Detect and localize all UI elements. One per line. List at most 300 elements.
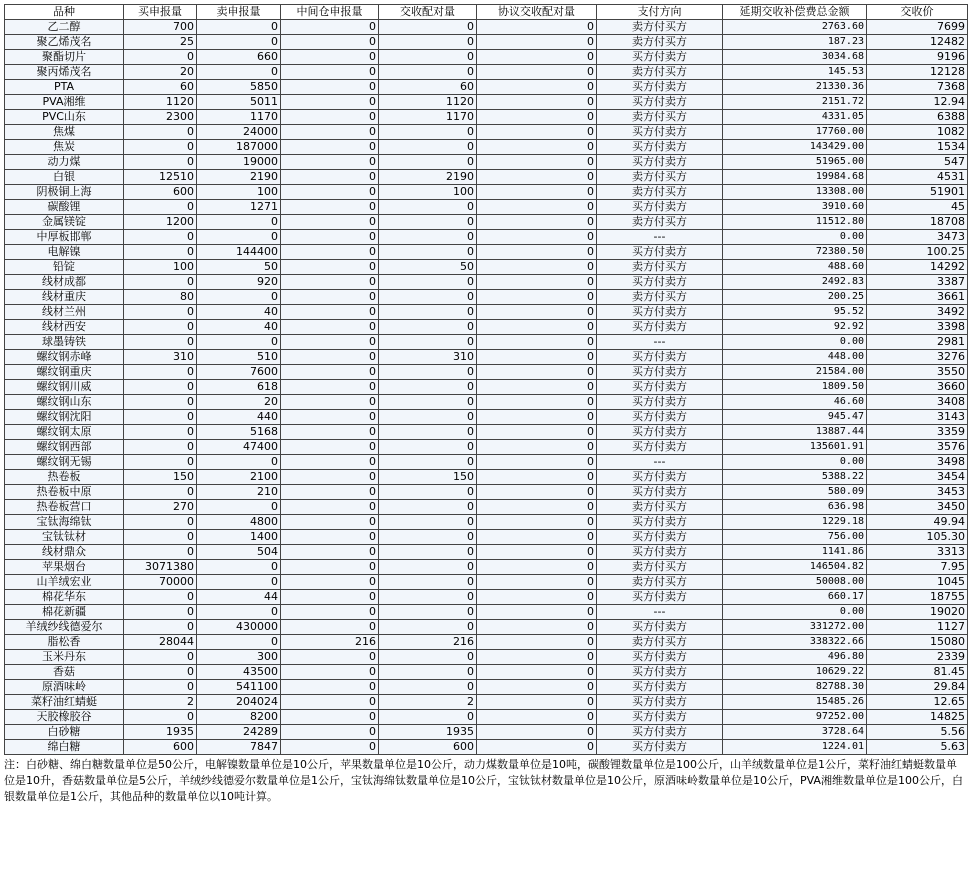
cell-matched-quantity: 50 xyxy=(379,260,477,275)
cell-delivery-price: 14292 xyxy=(867,260,968,275)
cell-delivery-price: 3387 xyxy=(867,275,968,290)
table-row xyxy=(5,500,968,515)
cell-agreement-matched-quantity: 0 xyxy=(477,695,597,710)
cell-variety: 电解镍 xyxy=(5,245,124,260)
cell-sell-quantity: 1400 xyxy=(197,530,281,545)
cell-payment-direction: 买方付卖方 xyxy=(597,275,723,290)
table-row xyxy=(5,275,968,290)
cell-delivery-price: 7368 xyxy=(867,80,968,95)
cell-sell-quantity: 44 xyxy=(197,590,281,605)
cell-compensation-amount: 92.92 xyxy=(723,320,867,335)
cell-payment-direction: 买方付卖方 xyxy=(597,305,723,320)
cell-compensation-amount: 82788.30 xyxy=(723,680,867,695)
cell-payment-direction: 买方付卖方 xyxy=(597,155,723,170)
cell-variety: 螺纹钢沈阳 xyxy=(5,410,124,425)
cell-variety: 山羊绒宏业 xyxy=(5,575,124,590)
cell-variety: 金属镁锭 xyxy=(5,215,124,230)
cell-middle-warehouse-quantity: 0 xyxy=(281,620,379,635)
cell-variety: 阴极铜上海 xyxy=(5,185,124,200)
cell-delivery-price: 18708 xyxy=(867,215,968,230)
table-row xyxy=(5,710,968,725)
cell-middle-warehouse-quantity: 0 xyxy=(281,200,379,215)
cell-delivery-price: 19020 xyxy=(867,605,968,620)
cell-variety: 绵白糖 xyxy=(5,740,124,755)
table-row xyxy=(5,80,968,95)
cell-compensation-amount: 660.17 xyxy=(723,590,867,605)
cell-buy-quantity: 700 xyxy=(124,20,197,35)
cell-compensation-amount: 0.00 xyxy=(723,455,867,470)
cell-buy-quantity: 0 xyxy=(124,620,197,635)
cell-agreement-matched-quantity: 0 xyxy=(477,470,597,485)
cell-delivery-price: 2981 xyxy=(867,335,968,350)
cell-compensation-amount: 143429.00 xyxy=(723,140,867,155)
table-row xyxy=(5,365,968,380)
cell-variety: 中厚板邯郸 xyxy=(5,230,124,245)
cell-buy-quantity: 3071380 xyxy=(124,560,197,575)
cell-variety: 聚乙烯茂名 xyxy=(5,35,124,50)
cell-sell-quantity: 204024 xyxy=(197,695,281,710)
cell-delivery-price: 45 xyxy=(867,200,968,215)
cell-sell-quantity: 100 xyxy=(197,185,281,200)
cell-buy-quantity: 1935 xyxy=(124,725,197,740)
cell-variety: 棉花华东 xyxy=(5,590,124,605)
cell-buy-quantity: 2 xyxy=(124,695,197,710)
cell-compensation-amount: 580.09 xyxy=(723,485,867,500)
cell-variety: 螺纹钢西部 xyxy=(5,440,124,455)
cell-agreement-matched-quantity: 0 xyxy=(477,170,597,185)
cell-buy-quantity: 600 xyxy=(124,740,197,755)
table-row xyxy=(5,35,968,50)
cell-sell-quantity: 43500 xyxy=(197,665,281,680)
cell-compensation-amount: 200.25 xyxy=(723,290,867,305)
cell-payment-direction: --- xyxy=(597,605,723,620)
cell-matched-quantity: 0 xyxy=(379,125,477,140)
cell-sell-quantity: 7847 xyxy=(197,740,281,755)
cell-variety: 天胶橡胶谷 xyxy=(5,710,124,725)
cell-agreement-matched-quantity: 0 xyxy=(477,515,597,530)
cell-agreement-matched-quantity: 0 xyxy=(477,455,597,470)
cell-delivery-price: 4531 xyxy=(867,170,968,185)
cell-matched-quantity: 0 xyxy=(379,455,477,470)
cell-buy-quantity: 0 xyxy=(124,665,197,680)
cell-middle-warehouse-quantity: 0 xyxy=(281,395,379,410)
table-row xyxy=(5,530,968,545)
cell-buy-quantity: 0 xyxy=(124,365,197,380)
cell-sell-quantity: 40 xyxy=(197,305,281,320)
cell-buy-quantity: 0 xyxy=(124,410,197,425)
cell-compensation-amount: 3910.60 xyxy=(723,200,867,215)
cell-matched-quantity: 0 xyxy=(379,425,477,440)
cell-variety: PVA湘维 xyxy=(5,95,124,110)
cell-buy-quantity: 0 xyxy=(124,230,197,245)
cell-sell-quantity: 660 xyxy=(197,50,281,65)
cell-payment-direction: 卖方付买方 xyxy=(597,215,723,230)
cell-compensation-amount: 2492.83 xyxy=(723,275,867,290)
cell-agreement-matched-quantity: 0 xyxy=(477,590,597,605)
cell-payment-direction: 卖方付买方 xyxy=(597,20,723,35)
cell-sell-quantity: 0 xyxy=(197,575,281,590)
cell-buy-quantity: 0 xyxy=(124,245,197,260)
cell-payment-direction: 卖方付买方 xyxy=(597,110,723,125)
cell-payment-direction: 卖方付买方 xyxy=(597,65,723,80)
table-row xyxy=(5,665,968,680)
cell-delivery-price: 12.65 xyxy=(867,695,968,710)
cell-variety: 螺纹钢重庆 xyxy=(5,365,124,380)
cell-agreement-matched-quantity: 0 xyxy=(477,50,597,65)
cell-buy-quantity: 270 xyxy=(124,500,197,515)
cell-middle-warehouse-quantity: 0 xyxy=(281,230,379,245)
header-row xyxy=(5,5,968,20)
cell-compensation-amount: 496.80 xyxy=(723,650,867,665)
cell-buy-quantity: 0 xyxy=(124,425,197,440)
cell-middle-warehouse-quantity: 0 xyxy=(281,680,379,695)
table-body xyxy=(5,20,968,755)
cell-payment-direction: 卖方付买方 xyxy=(597,35,723,50)
cell-agreement-matched-quantity: 0 xyxy=(477,335,597,350)
table-row xyxy=(5,740,968,755)
table-row xyxy=(5,305,968,320)
cell-middle-warehouse-quantity: 0 xyxy=(281,410,379,425)
cell-variety: 线材鼎众 xyxy=(5,545,124,560)
table-row xyxy=(5,335,968,350)
cell-middle-warehouse-quantity: 0 xyxy=(281,650,379,665)
cell-delivery-price: 547 xyxy=(867,155,968,170)
cell-sell-quantity: 0 xyxy=(197,230,281,245)
cell-variety: 球墨铸铁 xyxy=(5,335,124,350)
cell-agreement-matched-quantity: 0 xyxy=(477,275,597,290)
cell-middle-warehouse-quantity: 0 xyxy=(281,260,379,275)
cell-buy-quantity: 0 xyxy=(124,440,197,455)
table-row xyxy=(5,425,968,440)
cell-payment-direction: 卖方付买方 xyxy=(597,575,723,590)
table-row xyxy=(5,350,968,365)
cell-variety: PTA xyxy=(5,80,124,95)
cell-sell-quantity: 0 xyxy=(197,500,281,515)
cell-matched-quantity: 0 xyxy=(379,155,477,170)
cell-variety: PVC山东 xyxy=(5,110,124,125)
table-row xyxy=(5,605,968,620)
cell-payment-direction: 卖方付买方 xyxy=(597,170,723,185)
cell-payment-direction: 买方付卖方 xyxy=(597,530,723,545)
cell-buy-quantity: 0 xyxy=(124,605,197,620)
table-row xyxy=(5,410,968,425)
cell-middle-warehouse-quantity: 0 xyxy=(281,695,379,710)
cell-compensation-amount: 10629.22 xyxy=(723,665,867,680)
table-row xyxy=(5,620,968,635)
cell-variety: 棉花新疆 xyxy=(5,605,124,620)
cell-middle-warehouse-quantity: 0 xyxy=(281,125,379,140)
cell-sell-quantity: 300 xyxy=(197,650,281,665)
cell-delivery-price: 7699 xyxy=(867,20,968,35)
cell-agreement-matched-quantity: 0 xyxy=(477,140,597,155)
cell-delivery-price: 14825 xyxy=(867,710,968,725)
cell-buy-quantity: 0 xyxy=(124,140,197,155)
cell-variety: 白银 xyxy=(5,170,124,185)
cell-agreement-matched-quantity: 0 xyxy=(477,740,597,755)
cell-sell-quantity: 430000 xyxy=(197,620,281,635)
delivery-report xyxy=(4,4,967,805)
cell-middle-warehouse-quantity: 0 xyxy=(281,500,379,515)
table-row xyxy=(5,470,968,485)
cell-sell-quantity: 618 xyxy=(197,380,281,395)
cell-delivery-price: 15080 xyxy=(867,635,968,650)
cell-variety: 碳酸锂 xyxy=(5,200,124,215)
cell-middle-warehouse-quantity: 0 xyxy=(281,455,379,470)
cell-delivery-price: 3450 xyxy=(867,500,968,515)
cell-variety: 原酒味岭 xyxy=(5,680,124,695)
cell-payment-direction: --- xyxy=(597,335,723,350)
cell-variety: 线材成都 xyxy=(5,275,124,290)
cell-payment-direction: 买方付卖方 xyxy=(597,380,723,395)
cell-buy-quantity: 0 xyxy=(124,155,197,170)
cell-payment-direction: 买方付卖方 xyxy=(597,80,723,95)
cell-sell-quantity: 0 xyxy=(197,635,281,650)
cell-agreement-matched-quantity: 0 xyxy=(477,545,597,560)
cell-compensation-amount: 21330.36 xyxy=(723,80,867,95)
cell-middle-warehouse-quantity: 0 xyxy=(281,515,379,530)
cell-buy-quantity: 70000 xyxy=(124,575,197,590)
cell-sell-quantity: 510 xyxy=(197,350,281,365)
cell-delivery-price: 2339 xyxy=(867,650,968,665)
cell-sell-quantity: 24000 xyxy=(197,125,281,140)
cell-variety: 菜籽油红蜻蜓 xyxy=(5,695,124,710)
cell-sell-quantity: 504 xyxy=(197,545,281,560)
cell-compensation-amount: 146504.82 xyxy=(723,560,867,575)
cell-buy-quantity: 0 xyxy=(124,395,197,410)
cell-delivery-price: 3313 xyxy=(867,545,968,560)
cell-payment-direction: 买方付卖方 xyxy=(597,620,723,635)
cell-matched-quantity: 0 xyxy=(379,515,477,530)
cell-agreement-matched-quantity: 0 xyxy=(477,620,597,635)
cell-sell-quantity: 187000 xyxy=(197,140,281,155)
cell-payment-direction: 买方付卖方 xyxy=(597,140,723,155)
cell-agreement-matched-quantity: 0 xyxy=(477,290,597,305)
cell-buy-quantity: 0 xyxy=(124,530,197,545)
cell-delivery-price: 9196 xyxy=(867,50,968,65)
cell-buy-quantity: 0 xyxy=(124,200,197,215)
cell-matched-quantity: 0 xyxy=(379,290,477,305)
cell-sell-quantity: 0 xyxy=(197,290,281,305)
cell-middle-warehouse-quantity: 0 xyxy=(281,155,379,170)
cell-agreement-matched-quantity: 0 xyxy=(477,710,597,725)
cell-delivery-price: 12.94 xyxy=(867,95,968,110)
cell-buy-quantity: 80 xyxy=(124,290,197,305)
cell-payment-direction: 买方付卖方 xyxy=(597,470,723,485)
cell-matched-quantity: 0 xyxy=(379,230,477,245)
cell-delivery-price: 3454 xyxy=(867,470,968,485)
cell-variety: 线材重庆 xyxy=(5,290,124,305)
cell-delivery-price: 100.25 xyxy=(867,245,968,260)
cell-payment-direction: 卖方付买方 xyxy=(597,560,723,575)
cell-agreement-matched-quantity: 0 xyxy=(477,440,597,455)
cell-sell-quantity: 7600 xyxy=(197,365,281,380)
cell-payment-direction: 买方付卖方 xyxy=(597,680,723,695)
cell-compensation-amount: 1809.50 xyxy=(723,380,867,395)
table-row xyxy=(5,695,968,710)
delivery-table xyxy=(4,4,968,755)
cell-matched-quantity: 0 xyxy=(379,320,477,335)
cell-matched-quantity: 150 xyxy=(379,470,477,485)
cell-compensation-amount: 95.52 xyxy=(723,305,867,320)
cell-variety: 聚酯切片 xyxy=(5,50,124,65)
cell-compensation-amount: 50008.00 xyxy=(723,575,867,590)
table-row xyxy=(5,545,968,560)
cell-matched-quantity: 0 xyxy=(379,380,477,395)
cell-agreement-matched-quantity: 0 xyxy=(477,110,597,125)
cell-matched-quantity: 1935 xyxy=(379,725,477,740)
cell-agreement-matched-quantity: 0 xyxy=(477,125,597,140)
cell-compensation-amount: 1229.18 xyxy=(723,515,867,530)
cell-matched-quantity: 2 xyxy=(379,695,477,710)
cell-matched-quantity: 0 xyxy=(379,20,477,35)
cell-middle-warehouse-quantity: 0 xyxy=(281,80,379,95)
cell-sell-quantity: 0 xyxy=(197,35,281,50)
cell-payment-direction: 买方付卖方 xyxy=(597,710,723,725)
cell-buy-quantity: 150 xyxy=(124,470,197,485)
cell-middle-warehouse-quantity: 0 xyxy=(281,485,379,500)
cell-agreement-matched-quantity: 0 xyxy=(477,665,597,680)
cell-payment-direction: 买方付卖方 xyxy=(597,50,723,65)
cell-compensation-amount: 0.00 xyxy=(723,335,867,350)
cell-compensation-amount: 13308.00 xyxy=(723,185,867,200)
cell-variety: 苹果烟台 xyxy=(5,560,124,575)
cell-middle-warehouse-quantity: 0 xyxy=(281,35,379,50)
cell-middle-warehouse-quantity: 0 xyxy=(281,95,379,110)
cell-buy-quantity: 0 xyxy=(124,50,197,65)
cell-matched-quantity: 0 xyxy=(379,65,477,80)
cell-payment-direction: 卖方付买方 xyxy=(597,635,723,650)
cell-payment-direction: 买方付卖方 xyxy=(597,650,723,665)
cell-middle-warehouse-quantity: 0 xyxy=(281,110,379,125)
cell-middle-warehouse-quantity: 0 xyxy=(281,710,379,725)
cell-delivery-price: 3276 xyxy=(867,350,968,365)
cell-variety: 螺纹钢川威 xyxy=(5,380,124,395)
cell-delivery-price: 3550 xyxy=(867,365,968,380)
cell-matched-quantity: 600 xyxy=(379,740,477,755)
cell-delivery-price: 12128 xyxy=(867,65,968,80)
cell-middle-warehouse-quantity: 0 xyxy=(281,140,379,155)
cell-delivery-price: 12482 xyxy=(867,35,968,50)
cell-delivery-price: 3408 xyxy=(867,395,968,410)
cell-matched-quantity: 0 xyxy=(379,485,477,500)
cell-buy-quantity: 1200 xyxy=(124,215,197,230)
cell-matched-quantity: 0 xyxy=(379,530,477,545)
cell-matched-quantity: 2190 xyxy=(379,170,477,185)
cell-sell-quantity: 0 xyxy=(197,455,281,470)
table-row xyxy=(5,560,968,575)
cell-middle-warehouse-quantity: 0 xyxy=(281,425,379,440)
cell-sell-quantity: 1271 xyxy=(197,200,281,215)
cell-buy-quantity: 310 xyxy=(124,350,197,365)
cell-sell-quantity: 24289 xyxy=(197,725,281,740)
cell-matched-quantity: 0 xyxy=(379,575,477,590)
cell-matched-quantity: 0 xyxy=(379,395,477,410)
cell-matched-quantity: 1170 xyxy=(379,110,477,125)
cell-matched-quantity: 0 xyxy=(379,620,477,635)
cell-buy-quantity: 2300 xyxy=(124,110,197,125)
cell-sell-quantity: 47400 xyxy=(197,440,281,455)
cell-buy-quantity: 0 xyxy=(124,335,197,350)
col-header-compensation-amount: 延期交收补偿费总金额 xyxy=(723,5,867,20)
cell-middle-warehouse-quantity: 0 xyxy=(281,440,379,455)
cell-buy-quantity: 28044 xyxy=(124,635,197,650)
cell-agreement-matched-quantity: 0 xyxy=(477,410,597,425)
table-row xyxy=(5,515,968,530)
cell-matched-quantity: 0 xyxy=(379,305,477,320)
cell-compensation-amount: 2763.60 xyxy=(723,20,867,35)
cell-agreement-matched-quantity: 0 xyxy=(477,200,597,215)
cell-agreement-matched-quantity: 0 xyxy=(477,485,597,500)
cell-variety: 玉米丹东 xyxy=(5,650,124,665)
cell-delivery-price: 5.63 xyxy=(867,740,968,755)
cell-matched-quantity: 0 xyxy=(379,410,477,425)
cell-buy-quantity: 0 xyxy=(124,650,197,665)
footnote: 注：白砂糖、绵白糖数量单位是50公斤，电解镍数量单位是10公斤，苹果数量单位是10公斤，动力煤数量单位是10吨，碳酸锂数量单位是100公斤，山羊绒数量单位是1公斤，菜籽油红蜻蜓数量单位是10升，香菇数量单位是5公斤，羊绒纱线德爱尔数量单位是1公斤，宝钛海绵钛数量单位是10公斤，宝钛钛材数量单位是10公斤，原酒味岭数量单位是10公斤，PVA湘维数量单位是100公斤，白银数量单位是1公斤，其他品种的数量单位以10吨计算。 xyxy=(4,758,963,803)
cell-sell-quantity: 20 xyxy=(197,395,281,410)
cell-matched-quantity: 0 xyxy=(379,440,477,455)
cell-agreement-matched-quantity: 0 xyxy=(477,725,597,740)
cell-delivery-price: 81.45 xyxy=(867,665,968,680)
cell-delivery-price: 7.95 xyxy=(867,560,968,575)
table-row xyxy=(5,650,968,665)
table-row xyxy=(5,245,968,260)
cell-compensation-amount: 636.98 xyxy=(723,500,867,515)
cell-buy-quantity: 0 xyxy=(124,320,197,335)
cell-sell-quantity: 0 xyxy=(197,215,281,230)
cell-buy-quantity: 0 xyxy=(124,380,197,395)
cell-matched-quantity: 0 xyxy=(379,500,477,515)
cell-delivery-price: 3143 xyxy=(867,410,968,425)
table-row xyxy=(5,95,968,110)
cell-sell-quantity: 0 xyxy=(197,560,281,575)
cell-payment-direction: 卖方付买方 xyxy=(597,260,723,275)
cell-variety: 铅锭 xyxy=(5,260,124,275)
cell-matched-quantity: 0 xyxy=(379,545,477,560)
cell-matched-quantity: 0 xyxy=(379,140,477,155)
cell-matched-quantity: 0 xyxy=(379,245,477,260)
cell-agreement-matched-quantity: 0 xyxy=(477,35,597,50)
cell-agreement-matched-quantity: 0 xyxy=(477,380,597,395)
cell-sell-quantity: 2190 xyxy=(197,170,281,185)
cell-delivery-price: 3453 xyxy=(867,485,968,500)
cell-middle-warehouse-quantity: 0 xyxy=(281,20,379,35)
cell-sell-quantity: 4800 xyxy=(197,515,281,530)
cell-variety: 聚丙烯茂名 xyxy=(5,65,124,80)
cell-agreement-matched-quantity: 0 xyxy=(477,635,597,650)
col-header-buy-quantity: 买申报量 xyxy=(124,5,197,20)
cell-sell-quantity: 2100 xyxy=(197,470,281,485)
cell-compensation-amount: 46.60 xyxy=(723,395,867,410)
cell-variety: 焦炭 xyxy=(5,140,124,155)
cell-buy-quantity: 0 xyxy=(124,125,197,140)
cell-middle-warehouse-quantity: 0 xyxy=(281,665,379,680)
cell-sell-quantity: 0 xyxy=(197,335,281,350)
cell-middle-warehouse-quantity: 216 xyxy=(281,635,379,650)
table-row xyxy=(5,125,968,140)
cell-variety: 热卷板 xyxy=(5,470,124,485)
cell-middle-warehouse-quantity: 0 xyxy=(281,740,379,755)
cell-matched-quantity: 0 xyxy=(379,680,477,695)
cell-compensation-amount: 448.00 xyxy=(723,350,867,365)
cell-middle-warehouse-quantity: 0 xyxy=(281,575,379,590)
cell-middle-warehouse-quantity: 0 xyxy=(281,335,379,350)
cell-sell-quantity: 19000 xyxy=(197,155,281,170)
cell-matched-quantity: 0 xyxy=(379,605,477,620)
cell-delivery-price: 3576 xyxy=(867,440,968,455)
cell-middle-warehouse-quantity: 0 xyxy=(281,470,379,485)
cell-middle-warehouse-quantity: 0 xyxy=(281,725,379,740)
table-row xyxy=(5,215,968,230)
